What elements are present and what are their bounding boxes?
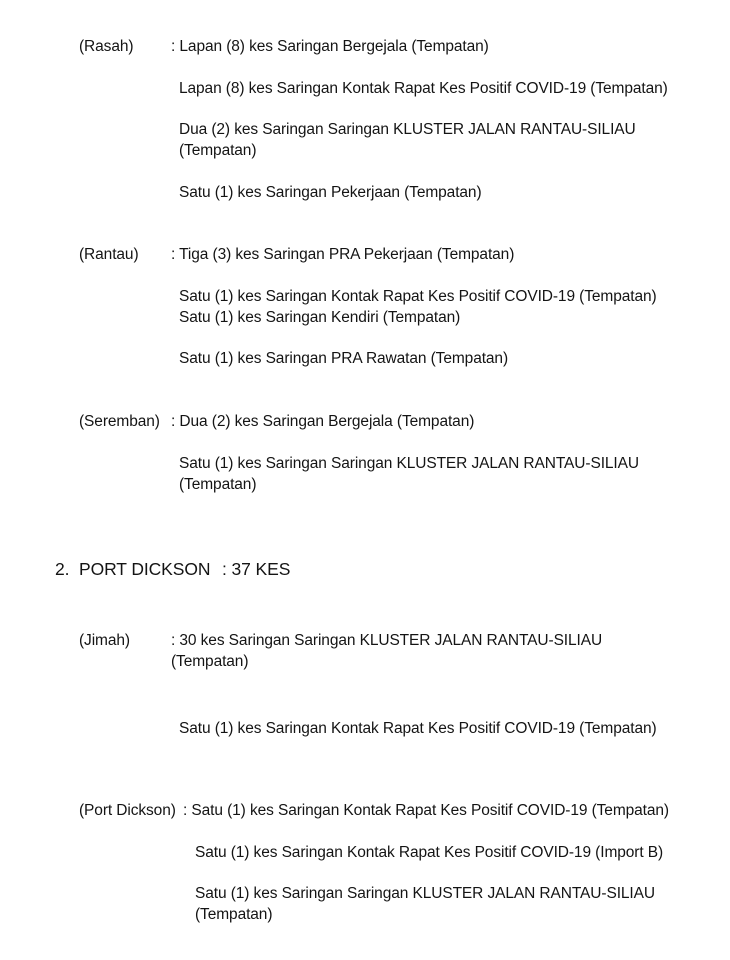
district-name: PORT DICKSON xyxy=(79,559,211,579)
port-dickson-case-2: Satu (1) kes Saringan Kontak Rapat Kes Positif COVID-19 (Import B) xyxy=(195,844,664,861)
port-dickson-label: (Port Dickson) xyxy=(79,802,176,819)
rasah-label: (Rasah) xyxy=(79,38,134,55)
port-dickson-case-1: : Satu (1) kes Saringan Kontak Rapat Kes Positif COVID-19 (Tempatan) xyxy=(183,802,669,819)
rasah-case-3: Dua (2) kes Saringan Saringan KLUSTER JALAN RANTAU-SILIAU (Tempatan) xyxy=(179,121,636,159)
district-count: : 37 KES xyxy=(222,559,291,579)
rantau-case-1: : Tiga (3) kes Saringan PRA Pekerjaan (Tempatan) xyxy=(171,246,515,263)
rantau-case-2: Satu (1) kes Saringan Kontak Rapat Kes Positif COVID-19 (Tempatan) xyxy=(179,288,657,305)
seremban-case-2: Satu (1) kes Saringan Saringan KLUSTER JALAN RANTAU-SILIAU (Tempatan) xyxy=(179,455,639,493)
seremban-label: (Seremban) xyxy=(79,413,160,430)
port-dickson-case-3: Satu (1) kes Saringan Saringan KLUSTER JALAN RANTAU-SILIAU (Tempatan) xyxy=(195,885,655,923)
rantau-case-3: Satu (1) kes Saringan Kendiri (Tempatan) xyxy=(179,309,461,326)
jimah-case-2: Satu (1) kes Saringan Kontak Rapat Kes Positif COVID-19 (Tempatan) xyxy=(179,720,657,737)
jimah-case-1: : 30 kes Saringan Saringan KLUSTER JALAN RANTAU-SILIAU (Tempatan) xyxy=(171,632,603,670)
jimah-label: (Jimah) xyxy=(79,632,130,649)
seremban-case-1: : Dua (2) kes Saringan Bergejala (Tempatan) xyxy=(171,413,475,430)
rasah-case-4: Satu (1) kes Saringan Pekerjaan (Tempatan) xyxy=(179,184,482,201)
rasah-case-2: Lapan (8) kes Saringan Kontak Rapat Kes Positif COVID-19 (Tempatan) xyxy=(179,80,668,97)
rantau-case-4: Satu (1) kes Saringan PRA Rawatan (Tempatan) xyxy=(179,350,509,367)
section-number: 2. xyxy=(55,559,70,579)
rantau-label: (Rantau) xyxy=(79,246,139,263)
rasah-case-1: : Lapan (8) kes Saringan Bergejala (Tempatan) xyxy=(171,38,489,55)
